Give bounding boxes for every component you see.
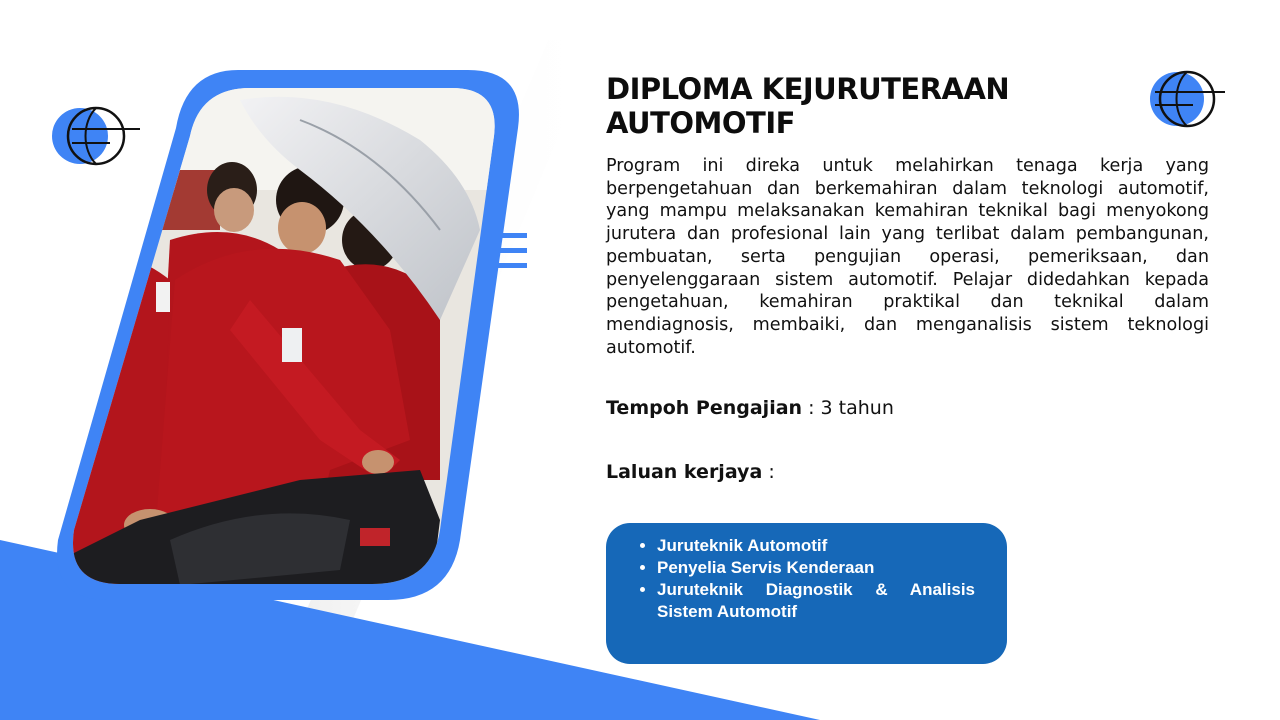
program-description: Program ini direka untuk melahirkan tenaga kerja yang berpengetahuan dan berkemahiran dalam teknologi automotif, yang mampu melaksanakan kemahiran teknikal bagi menyokong jurutera dan profesional lain yang terlibat dalam pembangunan, pembuatan, serta pengujian operasi, pemeriksaan, dan penyelenggaraan sistem automotif. Pelajar didedahkan kepada pengetahuan, kemahiran praktikal dan teknikal dalam mendiagnosis, membaiki, dan menganalisis sistem teknologi automotif. <box>606 156 1209 358</box>
duration-separator: : <box>802 397 821 419</box>
duration-row <box>606 397 894 419</box>
duration-label: Tempoh Pengajian <box>606 397 803 419</box>
career-item: • Penyelia Servis Kenderaan <box>657 557 975 579</box>
career-row <box>606 461 775 483</box>
career-item: • Juruteknik Automotif <box>657 535 975 557</box>
career-list-box <box>606 523 1007 664</box>
career-item: • Juruteknik Diagnostik & Analisis Sistem Automotif <box>657 579 975 623</box>
career-label: Laluan kerjaya <box>606 461 763 483</box>
page-title: DIPLOMA KEJURUTERAAN AUTOMOTIF <box>606 72 1010 140</box>
duration-value: 3 tahun <box>820 397 894 419</box>
career-list <box>606 535 1007 623</box>
career-separator: : <box>762 461 775 483</box>
